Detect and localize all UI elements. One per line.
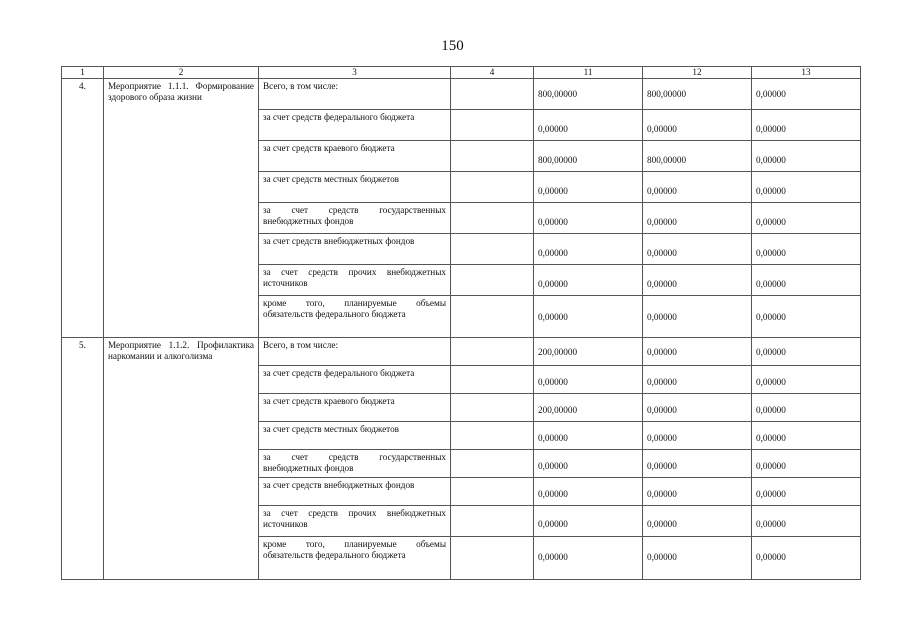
value-text: 0,00000 (647, 186, 677, 196)
value-text: 0,00000 (647, 377, 677, 387)
value-text: 200,00000 (538, 347, 578, 357)
value-text: 0,00000 (538, 433, 568, 443)
value-text: 0,00000 (647, 347, 677, 357)
value-text: 0,00000 (756, 248, 786, 258)
value-text: 0,00000 (538, 217, 568, 227)
value-cell-c11 (534, 110, 643, 141)
value-text (455, 450, 529, 461)
header-cell: 4 (451, 67, 534, 79)
value-text (455, 422, 529, 433)
header-cell: 13 (752, 67, 861, 79)
value-cell-c12 (643, 450, 752, 478)
value-cell-c13 (752, 422, 861, 450)
value-text: 0,00000 (756, 433, 786, 443)
value-text: 0,00000 (538, 519, 568, 529)
value-text (455, 79, 529, 89)
value-cell-c13 (752, 79, 861, 110)
value-cell-c12 (643, 296, 752, 338)
value-text: 800,00000 (647, 155, 687, 165)
value-text: 0,00000 (647, 279, 677, 289)
value-text: 0,00000 (647, 405, 677, 415)
value-text (455, 203, 529, 217)
funding-source: за счет средств государственных внебюджетных фондов (259, 450, 451, 478)
value-cell-c13 (752, 110, 861, 141)
value-cell-c12 (643, 537, 752, 580)
value-text: 0,00000 (756, 186, 786, 196)
value-cell-c13 (752, 141, 861, 172)
value-cell-c11 (534, 203, 643, 234)
value-cell-c11 (534, 141, 643, 172)
header-cell: 2 (104, 67, 259, 79)
funding-source: за счет средств краевого бюджета (259, 141, 451, 172)
value-cell-c13 (752, 234, 861, 265)
value-cell-c11 (534, 537, 643, 580)
funding-source: за счет средств государственных внебюджетных фондов (259, 203, 451, 234)
value-text: 200,00000 (538, 405, 578, 415)
value-text (455, 478, 529, 489)
value-text: 0,00000 (538, 248, 568, 258)
value-text: 0,00000 (756, 155, 786, 165)
row-number: 5. (62, 338, 104, 580)
value-cell-c4 (451, 265, 534, 296)
value-cell-c13 (752, 338, 861, 366)
value-cell-c4 (451, 537, 534, 580)
funding-source: кроме того, планируемые объемы обязательств федерального бюджета (259, 537, 451, 580)
value-cell-c4 (451, 296, 534, 338)
value-cell-c13 (752, 537, 861, 580)
value-text: 0,00000 (647, 489, 677, 499)
value-cell-c4 (451, 234, 534, 265)
value-cell-c12 (643, 79, 752, 110)
value-text (455, 394, 529, 405)
value-cell-c12 (643, 234, 752, 265)
value-text (455, 506, 529, 519)
value-text: 0,00000 (647, 312, 677, 322)
table-row (62, 79, 861, 110)
value-cell-c4 (451, 172, 534, 203)
value-text: 0,00000 (538, 552, 568, 562)
value-text (455, 537, 529, 552)
value-text: 0,00000 (647, 552, 677, 562)
funding-source: за счет средств внебюджетных фондов (259, 478, 451, 506)
value-cell-c11 (534, 506, 643, 537)
funding-source: кроме того, планируемые объемы обязательств федерального бюджета (259, 296, 451, 338)
value-text: 0,00000 (647, 217, 677, 227)
value-text (455, 141, 529, 155)
value-text (455, 366, 529, 377)
budget-table (61, 66, 861, 580)
value-text: 0,00000 (538, 377, 568, 387)
header-cell: 1 (62, 67, 104, 79)
value-text: 800,00000 (647, 89, 687, 99)
value-cell-c13 (752, 478, 861, 506)
value-cell-c13 (752, 265, 861, 296)
value-cell-c4 (451, 141, 534, 172)
value-cell-c12 (643, 478, 752, 506)
value-text: 800,00000 (538, 155, 578, 165)
value-cell-c4 (451, 203, 534, 234)
value-cell-c11 (534, 366, 643, 394)
value-text: 0,00000 (538, 186, 568, 196)
value-cell-c11 (534, 450, 643, 478)
value-cell-c12 (643, 338, 752, 366)
value-text: 0,00000 (538, 279, 568, 289)
value-cell-c12 (643, 141, 752, 172)
value-cell-c12 (643, 203, 752, 234)
value-text: 0,00000 (538, 124, 568, 134)
value-cell-c11 (534, 422, 643, 450)
row-number: 4. (62, 79, 104, 338)
value-text: 0,00000 (647, 433, 677, 443)
header-cell: 12 (643, 67, 752, 79)
value-text: 0,00000 (647, 461, 677, 471)
value-cell-c4 (451, 110, 534, 141)
value-cell-c11 (534, 265, 643, 296)
value-cell-c13 (752, 296, 861, 338)
funding-source: за счет средств краевого бюджета (259, 394, 451, 422)
funding-source: за счет средств местных бюджетов (259, 422, 451, 450)
value-text: 0,00000 (756, 461, 786, 471)
funding-source: за счет средств федерального бюджета (259, 110, 451, 141)
value-cell-c4 (451, 478, 534, 506)
funding-source: за счет средств местных бюджетов (259, 172, 451, 203)
value-cell-c11 (534, 338, 643, 366)
value-cell-c13 (752, 506, 861, 537)
value-cell-c12 (643, 506, 752, 537)
page-number: 150 (441, 38, 464, 54)
value-text: 800,00000 (538, 89, 578, 99)
value-text: 0,00000 (756, 552, 786, 562)
funding-source: Всего, в том числе: (259, 338, 451, 366)
value-cell-c12 (643, 422, 752, 450)
value-text: 0,00000 (756, 519, 786, 529)
value-text: 0,00000 (756, 347, 786, 357)
value-text: 0,00000 (756, 279, 786, 289)
value-cell-c12 (643, 366, 752, 394)
value-cell-c11 (534, 296, 643, 338)
value-cell-c13 (752, 450, 861, 478)
value-cell-c4 (451, 506, 534, 537)
value-cell-c4 (451, 79, 534, 110)
value-text: 0,00000 (647, 519, 677, 529)
funding-source: за счет средств внебюджетных фондов (259, 234, 451, 265)
value-text (455, 172, 529, 186)
value-text: 0,00000 (756, 312, 786, 322)
header-row (62, 67, 861, 79)
value-cell-c11 (534, 394, 643, 422)
value-cell-c12 (643, 265, 752, 296)
value-text (455, 338, 529, 347)
value-text (455, 110, 529, 124)
value-text: 0,00000 (756, 89, 786, 99)
value-cell-c11 (534, 234, 643, 265)
funding-source: за счет средств федерального бюджета (259, 366, 451, 394)
funding-source: за счет средств прочих внебюджетных источников (259, 265, 451, 296)
value-cell-c4 (451, 338, 534, 366)
value-cell-c13 (752, 172, 861, 203)
value-cell-c11 (534, 478, 643, 506)
header-cell: 3 (259, 67, 451, 79)
value-cell-c4 (451, 422, 534, 450)
value-text (455, 234, 529, 248)
table-row (62, 338, 861, 366)
value-cell-c13 (752, 203, 861, 234)
value-text: 0,00000 (647, 248, 677, 258)
value-cell-c4 (451, 450, 534, 478)
value-cell-c4 (451, 366, 534, 394)
activity-name: Мероприятие 1.1.2. Профилактика наркомании и алкоголизма (104, 338, 259, 580)
value-cell-c11 (534, 172, 643, 203)
funding-source: за счет средств прочих внебюджетных источников (259, 506, 451, 537)
activity-name: Мероприятие 1.1.1. Формирование здорового образа жизни (104, 79, 259, 338)
value-text: 0,00000 (756, 377, 786, 387)
value-text (455, 296, 529, 312)
value-text: 0,00000 (756, 489, 786, 499)
value-text (455, 265, 529, 279)
header-cell: 11 (534, 67, 643, 79)
value-cell-c13 (752, 394, 861, 422)
table-body (62, 67, 861, 580)
value-text: 0,00000 (756, 124, 786, 134)
value-text: 0,00000 (538, 461, 568, 471)
value-cell-c11 (534, 79, 643, 110)
value-text: 0,00000 (538, 489, 568, 499)
value-text: 0,00000 (756, 217, 786, 227)
value-text: 0,00000 (647, 124, 677, 134)
value-cell-c12 (643, 172, 752, 203)
value-cell-c4 (451, 394, 534, 422)
value-text: 0,00000 (538, 312, 568, 322)
funding-source: Всего, в том числе: (259, 79, 451, 110)
value-cell-c13 (752, 366, 861, 394)
value-cell-c12 (643, 110, 752, 141)
value-cell-c12 (643, 394, 752, 422)
value-text: 0,00000 (756, 405, 786, 415)
